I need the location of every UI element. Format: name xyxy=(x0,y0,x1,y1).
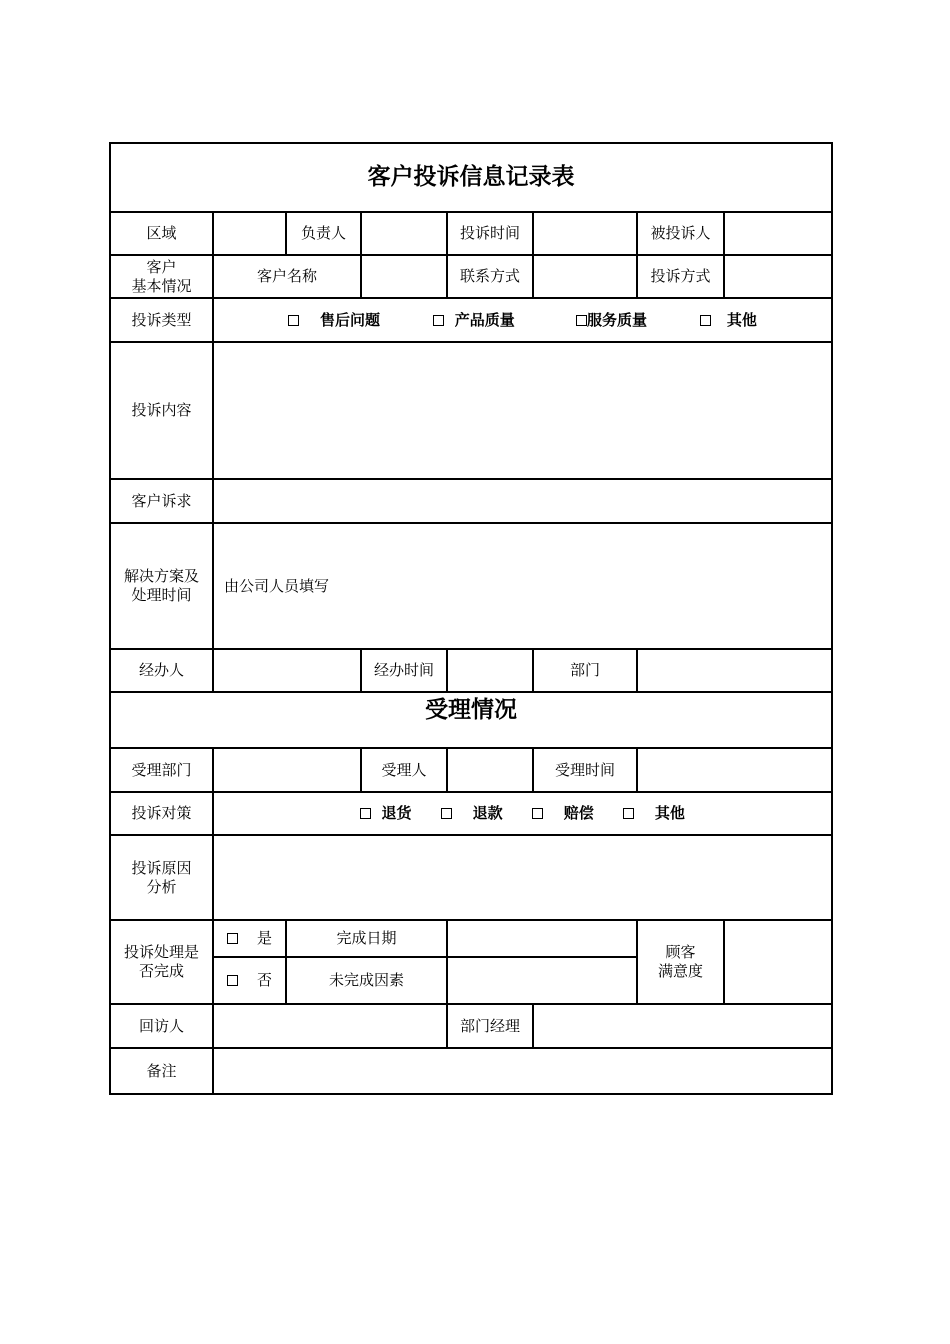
option-return[interactable] xyxy=(360,804,411,823)
region-field[interactable] xyxy=(213,212,286,255)
remarks-field[interactable] xyxy=(213,1048,832,1094)
remarks-label: 备注 xyxy=(110,1048,213,1094)
option-after-sales[interactable] xyxy=(288,311,380,330)
done-date-label: 完成日期 xyxy=(286,920,447,957)
completion-no[interactable] xyxy=(213,957,286,1004)
customer-demand-label: 客户诉求 xyxy=(110,479,213,523)
completion-label xyxy=(110,920,213,1004)
completion-label-line1: 投诉处理是 xyxy=(123,943,199,961)
satisfaction-label xyxy=(637,920,724,1004)
region-label: 区域 xyxy=(110,212,213,255)
complaint-type-options xyxy=(213,298,832,342)
option-service-quality-label: 服务质量 xyxy=(586,310,647,329)
checkbox-icon xyxy=(227,975,238,986)
complaint-time-label: 投诉时间 xyxy=(447,212,533,255)
option-refund-label: 退款 xyxy=(472,804,503,822)
department-field[interactable] xyxy=(637,649,832,692)
handler-label: 经办人 xyxy=(110,649,213,692)
department-label: 部门 xyxy=(533,649,637,692)
solution-field[interactable] xyxy=(213,523,832,649)
countermeasure-label: 投诉对策 xyxy=(110,792,213,835)
option-after-sales-label: 售后问题 xyxy=(320,310,381,329)
satisfaction-label-line1: 顾客 xyxy=(665,943,696,961)
accept-dept-label: 受理部门 xyxy=(110,748,213,792)
customer-demand-field[interactable] xyxy=(213,479,832,523)
customer-info-label-line1: 客户 xyxy=(146,257,177,276)
cause-label xyxy=(110,835,213,920)
customer-name-field[interactable] xyxy=(361,255,447,298)
solution-label-line1: 解决方案及 xyxy=(123,567,199,585)
option-other-measure-label: 其他 xyxy=(654,804,685,822)
undone-reason-field[interactable] xyxy=(447,957,637,1004)
handle-time-label: 经办时间 xyxy=(361,649,447,692)
customer-name-label: 客户名称 xyxy=(213,255,361,298)
countermeasure-options xyxy=(213,792,832,835)
cause-field[interactable] xyxy=(213,835,832,920)
complaint-time-field[interactable] xyxy=(533,212,637,255)
checkbox-icon xyxy=(623,808,634,819)
checkbox-icon xyxy=(360,808,371,819)
option-product-quality-label: 产品质量 xyxy=(454,310,515,329)
option-other-measure[interactable] xyxy=(623,804,685,823)
option-return-label: 退货 xyxy=(381,804,412,822)
satisfaction-label-line2: 满意度 xyxy=(657,962,703,980)
accept-time-field[interactable] xyxy=(637,748,832,792)
complaint-content-label: 投诉内容 xyxy=(110,342,213,479)
cause-label-line1: 投诉原因 xyxy=(131,858,192,877)
contact-field[interactable] xyxy=(533,255,637,298)
completion-yes-label: 是 xyxy=(257,929,273,947)
accept-person-label: 受理人 xyxy=(361,748,447,792)
complaint-content-field[interactable] xyxy=(213,342,832,479)
complaint-record-form xyxy=(109,142,833,1095)
satisfaction-field[interactable] xyxy=(724,920,832,1004)
form-title: 客户投诉信息记录表 xyxy=(110,143,832,212)
checkbox-icon xyxy=(532,808,543,819)
checkbox-icon xyxy=(227,933,238,944)
option-product-quality[interactable] xyxy=(433,311,514,330)
option-refund[interactable] xyxy=(441,804,503,823)
checkbox-icon xyxy=(441,808,452,819)
manager-label: 部门经理 xyxy=(447,1004,533,1048)
complaint-type-label: 投诉类型 xyxy=(110,298,213,342)
checkbox-icon xyxy=(700,315,711,326)
undone-reason-label: 未完成因素 xyxy=(286,957,447,1004)
done-date-field[interactable] xyxy=(447,920,637,957)
accept-time-label: 受理时间 xyxy=(533,748,637,792)
owner-field[interactable] xyxy=(361,212,447,255)
checkbox-icon xyxy=(433,315,444,326)
accept-dept-field[interactable] xyxy=(213,748,361,792)
completion-label-line2: 否完成 xyxy=(138,962,184,980)
customer-info-label xyxy=(110,255,213,298)
accept-person-field[interactable] xyxy=(447,748,533,792)
visitor-field[interactable] xyxy=(213,1004,447,1048)
respondent-label: 被投诉人 xyxy=(637,212,724,255)
solution-note: 由公司人员填写 xyxy=(224,576,330,595)
option-compensation-label: 赔偿 xyxy=(563,804,594,822)
customer-info-label-line2: 基本情况 xyxy=(131,276,192,295)
completion-yes[interactable] xyxy=(213,920,286,957)
visitor-label: 回访人 xyxy=(110,1004,213,1048)
option-other[interactable] xyxy=(700,311,757,330)
complaint-method-field[interactable] xyxy=(724,255,832,298)
cause-label-line2: 分析 xyxy=(146,877,177,896)
complaint-method-label: 投诉方式 xyxy=(637,255,724,298)
solution-label-line2: 处理时间 xyxy=(131,586,192,604)
owner-label: 负责人 xyxy=(286,212,361,255)
respondent-field[interactable] xyxy=(724,212,832,255)
handle-time-field[interactable] xyxy=(447,649,533,692)
checkbox-icon xyxy=(576,315,587,326)
completion-no-label: 否 xyxy=(257,971,273,989)
solution-label xyxy=(110,523,213,649)
acceptance-section-title: 受理情况 xyxy=(110,692,832,748)
option-service-quality[interactable] xyxy=(576,311,647,330)
option-other-label: 其他 xyxy=(726,310,757,329)
manager-field[interactable] xyxy=(533,1004,832,1048)
handler-field[interactable] xyxy=(213,649,361,692)
option-compensation[interactable] xyxy=(532,804,594,823)
checkbox-icon xyxy=(288,315,299,326)
contact-label: 联系方式 xyxy=(447,255,533,298)
